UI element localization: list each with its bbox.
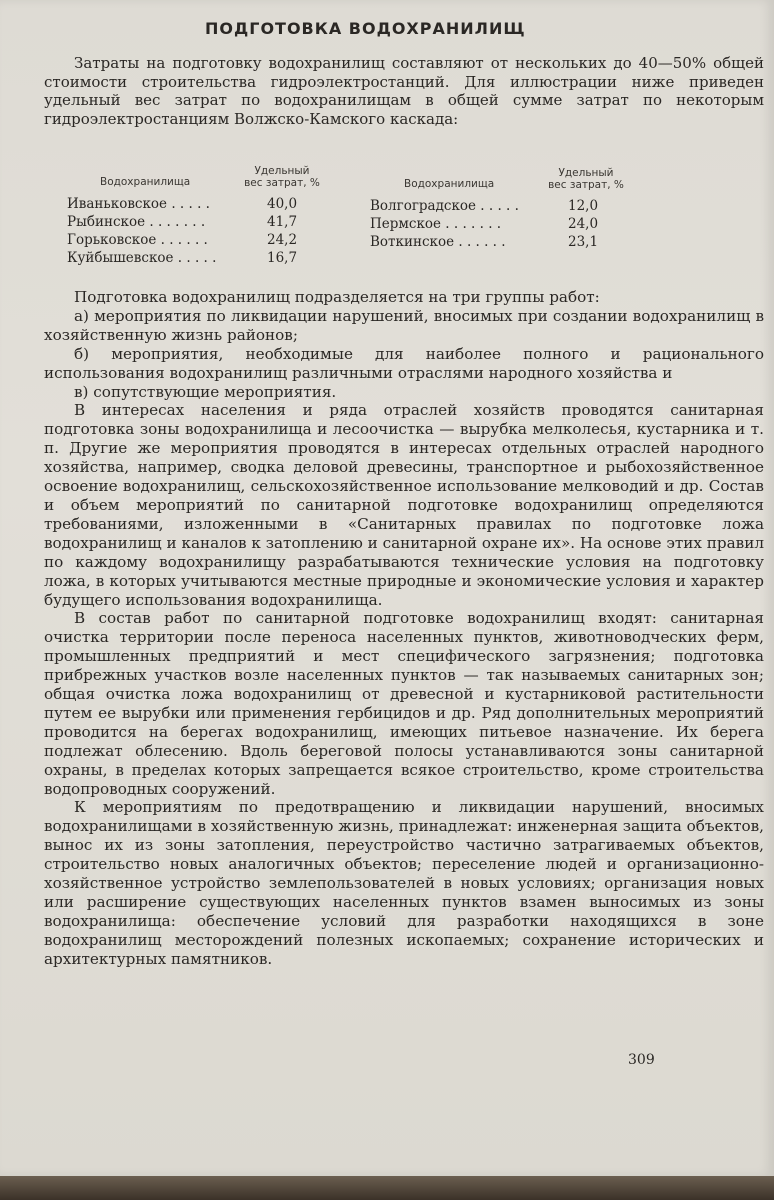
reservoir-name: Рыбинское . . . . . . . [67, 214, 206, 230]
paragraph-item-a: а) мероприятия по ликвидации нарушений, вносимых при создании водохранилищ в хозяйственную жизнь районов; [44, 306, 764, 344]
table-right-col-share [536, 167, 636, 191]
intro-paragraph [44, 54, 764, 128]
paragraph-item-b: б) мероприятия, необходимые для наиболее полного и рационального использования водохранилищ различными отраслями народного хозяйства и [44, 344, 764, 382]
reservoir-share: 12,0 [568, 198, 599, 214]
reservoir-share: 40,0 [267, 196, 298, 212]
reservoir-name: Иваньковское . . . . . [67, 196, 210, 212]
paragraph: Подготовка водохранилищ подразделяется на три группы работ: [74, 288, 600, 306]
reservoir-name: Куйбышевское . . . . . [67, 250, 217, 266]
reservoir-share: 16,7 [267, 250, 298, 266]
table-right-col-reservoir: Водохранилища [404, 178, 495, 190]
paragraph: К мероприятиям по предотвращению и ликвидации нарушений, вносимых водохранилищами в хозяйственную жизнь, принадлежат: инженерная защита объектов, вынос их из зоны затопления, переустройство частично затрагиваемых объектов, строительство новых аналогичных объектов; переселение людей и организационно-хозяйственное устройство землепользователей в новых условиях; организация новых или расширение существующих населенных пунктов взамен выносимых из зоны водохранилища: обеспечение условий для разработки находящихся в зоне водохранилищ месторождений полезных ископаемых; сохранение исторических и архитектурных памятников. [44, 798, 765, 968]
table-left-col-share-line2: вес затрат, % [244, 177, 320, 189]
table-right-col-share-line1: Удельный [558, 167, 614, 179]
page-number: 309 [628, 1052, 655, 1068]
page-title: ПОДГОТОВКА ВОДОХРАНИЛИЩ [205, 19, 526, 38]
reservoir-name: Пермское . . . . . . . [370, 216, 502, 232]
reservoir-name: Горьковское . . . . . . [67, 232, 208, 248]
reservoir-share: 23,1 [568, 234, 599, 250]
reservoir-share: 41,7 [267, 214, 298, 230]
table-left-col-share-line1: Удельный [254, 165, 310, 177]
reservoir-name: Волгоградское . . . . . [370, 198, 519, 214]
intro-text: Затраты на подготовку водохранилищ составляют от нескольких до 40—50% общей стоимости строительства гидроэлектростанций. Для иллюстрации ниже приведен удельный вес затрат по водохранилищам в общей сумме затрат по некоторым гидроэлектростанциям Волжско-Камского каскада: [44, 54, 764, 128]
table-right-col-share-line2: вес затрат, % [548, 179, 624, 191]
table-left-col-share [232, 165, 332, 189]
paragraph: В состав работ по санитарной подготовке водохранилищ входят: санитарная очистка территории после переноса населенных пунктов, животноводческих ферм, промышленных предприятий и мест специфического загрязнения; подготовка прибрежных участков возле населенных пунктов — так называемых санитарных зон; общая очистка ложа водохранилищ от древесной и кустарниковой растительности путем ее вырубки или применения гербицидов и др. Ряд дополнительных мероприятий проводится на берегах водохранилищ, имеющих питьевое назначение. Их берега подлежат облесению. Вдоль береговой полосы устанавливаются зоны санитарной охраны, в пределах которых запрещается всякое строительство, кроме строительства водопроводных сооружений. [44, 609, 764, 798]
paragraph: В интересах населения и ряда отраслей хозяйств проводятся санитарная подготовка зоны водохранилища и лесоочистка — вырубка мелколесья, кустарника и т. п. Другие же мероприятия проводятся в интересах отдельных отраслей народного хозяйства, например, сводка деловой древесины, транспортное и рыбохозяйственное освоение водохранилищ, сельскохозяйственное использование мелководий и др. Состав и объем мероприятий по санитарной подготовке водохранилищ определяются требованиями, изложенными в «Санитарных правилах по подготовке ложа водохранилищ и каналов к затоплению и санитарной охране их». На основе этих правил по каждому водохранилищу разрабатываются технические условия на подготовку ложа, в которых учитываются местные природные и экономические условия и характер будущего использования водохранилища. [44, 401, 764, 609]
reservoir-share: 24,0 [568, 216, 599, 232]
table-left-col-reservoir: Водохранилища [100, 176, 191, 188]
book-bottom-edge [0, 1176, 774, 1200]
body-text [44, 288, 764, 969]
paragraph-item-c: в) сопутствующие мероприятия. [74, 382, 337, 401]
reservoir-share: 24,2 [267, 232, 298, 248]
reservoir-name: Воткинское . . . . . . [370, 234, 506, 250]
